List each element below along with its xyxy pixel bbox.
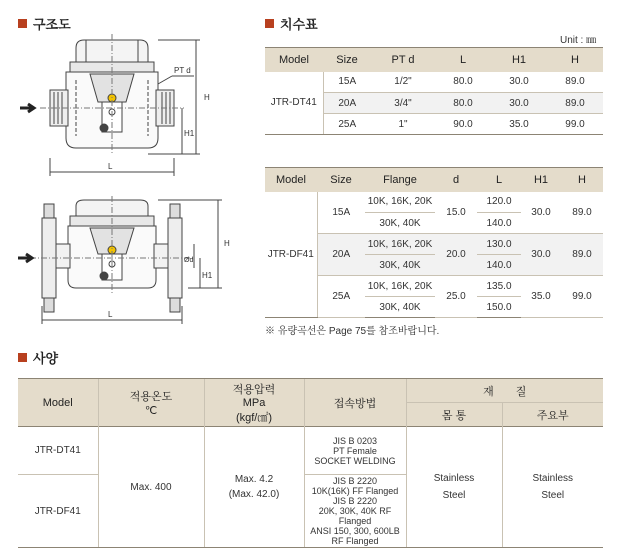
body-material-line: Steel [442,490,466,501]
size-cell: 20A [323,93,371,114]
h1-cell: 35.0 [491,114,547,135]
connection-line: SOCKET WELDING [314,455,396,466]
section-marker-icon [18,353,27,362]
header-h1: H1 [521,168,561,192]
label-pt-d: PT d [174,66,191,75]
spec-pressure-kgf: (Max. 42.0) [228,489,280,500]
d-cell: 20.0 [435,234,477,276]
spec-header-row [18,379,603,403]
flange-cell: 30K, 40K [365,255,435,276]
dt41-dimension-table [265,47,603,135]
table-row [18,427,603,475]
flow-curve-note: ※ 유량곡선은 Page 75를 참조바랍니다. [265,326,440,337]
h1-cell: 30.0 [491,72,547,93]
flange-cell: 30K, 40K [365,213,435,234]
connection-line: JIS B 0203 [332,435,378,446]
l-cell: 150.0 [477,297,521,318]
spec-header-pressure-unit2: (kgf/㎠) [235,411,273,424]
spec-header-model: Model [18,379,98,427]
df41-dimension-table [265,167,603,318]
header-model: Model [265,48,323,72]
body-material-line: Stainless [433,473,475,484]
header-model: Model [265,168,317,192]
spec-model-df41: JTR-DF41 [18,475,98,548]
spec-header-connection: 접속방법 [304,379,406,427]
drawing-flanged-trap [18,196,240,338]
section-dimensions-title: 치수표 [280,17,318,32]
size-cell: 15A [323,72,371,93]
spec-header-body: 몸 통 [406,403,502,427]
label-l: L [108,162,113,171]
flange-cell: 10K, 16K, 20K [365,192,435,213]
model-cell: JTR-DT41 [265,72,323,135]
h1-cell: 30.0 [521,192,561,234]
spec-header-pressure-unit: MPa [242,396,266,409]
l-cell: 80.0 [435,93,491,114]
section-marker-icon [18,19,27,28]
pt-d-cell: 3/4" [371,93,435,114]
spec-header-temp-label: 적용온도 [129,391,173,403]
d-cell: 15.0 [435,192,477,234]
table-row [265,72,603,93]
header-h1: H1 [491,48,547,72]
label-h1-flange: H1 [202,271,213,280]
h-cell: 89.0 [547,72,603,93]
label-h1: H1 [184,129,195,138]
connection-line: ANSI 150, 300, 600LB [310,526,400,536]
connection-line: PT Female [333,445,377,456]
spec-header-pressure-label: 적용압력 [232,383,276,396]
parts-material-line: Stainless [532,473,574,484]
label-l-flange: L [108,310,113,319]
spec-connection-dt41 [304,427,406,475]
spec-connection-df41 [304,475,406,548]
spec-model-dt41: JTR-DT41 [18,427,98,475]
size-cell: 15A [317,192,365,234]
header-h: H [547,48,603,72]
header-l: L [477,168,521,192]
connection-line: RF Flanged [331,536,379,546]
h1-cell: 35.0 [521,276,561,318]
l-cell: 130.0 [477,234,521,255]
spec-header-temp-unit: ℃ [144,405,158,417]
spec-header-material: 재 질 [406,379,603,403]
drawing-threaded-trap [18,32,240,192]
h-cell: 99.0 [561,276,603,318]
header-d: d [435,168,477,192]
connection-line: JIS B 2220 [332,476,378,486]
section-specs [18,348,58,367]
h1-cell: 30.0 [491,93,547,114]
spec-header-temp [98,379,204,427]
l-cell: 135.0 [477,276,521,297]
connection-line: JIS B 2220 [332,496,378,506]
header-pt-d: PT d [371,48,435,72]
label-od: Ød [184,257,194,264]
d-cell: 25.0 [435,276,477,318]
header-l: L [435,48,491,72]
connection-line: 10K(16K) FF Flanged [311,486,399,496]
label-h-flange: H [224,239,230,248]
header-flange: Flange [365,168,435,192]
connection-line: 20K, 30K, 40K RF Flanged [318,506,392,526]
size-cell: 20A [317,234,365,276]
h-cell: 89.0 [547,93,603,114]
model-cell: JTR-DF41 [265,192,317,318]
section-specs-title: 사양 [33,351,59,366]
spec-body-material [406,427,502,548]
spec-table [18,378,603,548]
flange-cell: 10K, 16K, 20K [365,276,435,297]
unit-label: Unit : ㎜ [560,35,597,46]
label-h: H [204,93,210,102]
l-cell: 140.0 [477,255,521,276]
flange-cell: 10K, 16K, 20K [365,234,435,255]
header-h: H [561,168,603,192]
size-cell: 25A [317,276,365,318]
flange-cell: 30K, 40K [365,297,435,318]
h1-cell: 30.0 [521,234,561,276]
header-size: Size [317,168,365,192]
spec-parts-material [502,427,603,548]
section-dimensions [265,14,318,33]
spec-temp-cell: Max. 400 [98,427,204,548]
spec-pressure-cell [204,427,304,548]
spec-header-parts: 주요부 [502,403,603,427]
l-cell: 140.0 [477,213,521,234]
h-cell: 99.0 [547,114,603,135]
table-header-row [265,168,603,192]
section-structure [18,14,71,33]
h-cell: 89.0 [561,234,603,276]
pt-d-cell: 1/2" [371,72,435,93]
l-cell: 120.0 [477,192,521,213]
spec-pressure-mpa: Max. 4.2 [234,474,274,485]
h-cell: 89.0 [561,192,603,234]
parts-material-line: Steel [541,490,565,501]
table-header-row [265,48,603,72]
section-structure-title: 구조도 [33,17,71,32]
size-cell: 25A [323,114,371,135]
pt-d-cell: 1" [371,114,435,135]
header-size: Size [323,48,371,72]
l-cell: 90.0 [435,114,491,135]
l-cell: 80.0 [435,72,491,93]
spec-header-pressure [204,379,304,427]
section-marker-icon [265,19,274,28]
table-row [265,192,603,213]
